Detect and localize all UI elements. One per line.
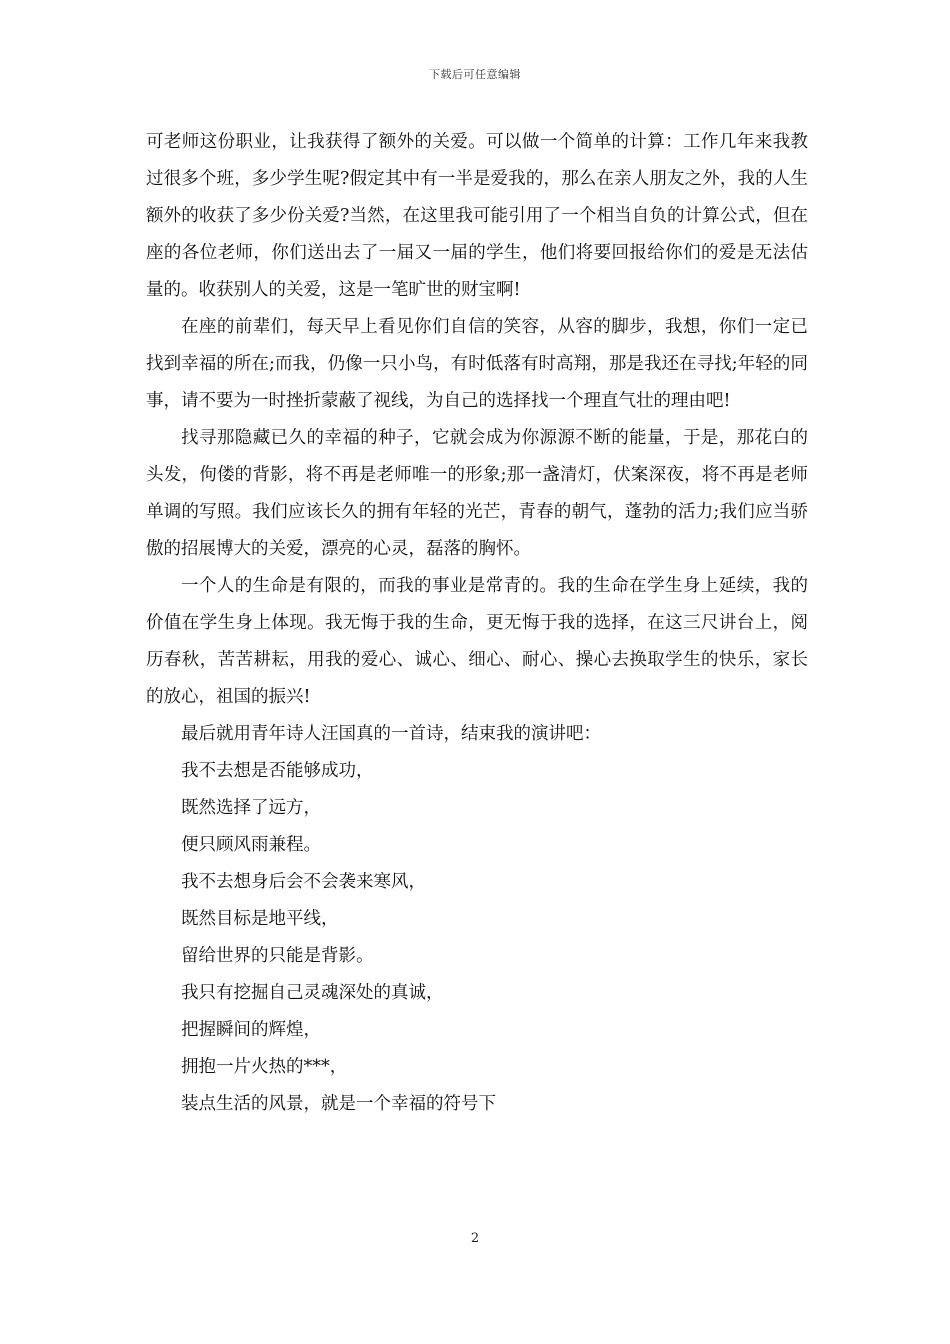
poem-line: 我不去想身后会不会袭来寒风， bbox=[181, 872, 426, 892]
poem-line: 装点生活的风景，就是一个幸福的符号下 bbox=[181, 1094, 496, 1114]
paragraph-4: 一个人的生命是有限的，而我的事业是常青的。我的生命在学生身上延续，我的价值在学生身上体现。我无悔于我的生命，更无悔于我的选择，在这三尺讲台上，阅历春秋，苦苦耕耘，用我的爱心、诚心、细心、耐心、操心去换取学生的快乐，家长的放心，祖国的振兴! bbox=[146, 576, 808, 707]
poem-line: 我不去想是否能够成功， bbox=[181, 761, 374, 781]
poem-line: 便只顾风雨兼程。 bbox=[181, 835, 321, 855]
paragraph-2: 在座的前辈们，每天早上看见你们自信的笑容，从容的脚步，我想，你们一定已找到幸福的所在;而我，仍像一只小鸟，有时低落有时高翔，那是我还在寻找;年轻的同事，请不要为一时挫折蒙蔽了视线，为自己的选择找一个理直气壮的理由吧! bbox=[146, 317, 808, 411]
poem bbox=[146, 753, 808, 1123]
paragraph-3: 找寻那隐藏已久的幸福的种子，它就会成为你源源不断的能量，于是，那花白的头发，佝偻的背影，将不再是老师唯一的形象;那一盏清灯，伏案深夜，将不再是老师单调的写照。我们应该长久的拥有年轻的光芒，青春的朝气，蓬勃的活力;我们应当骄傲的招展博大的关爱，漂亮的心灵，磊落的胸怀。 bbox=[146, 428, 808, 559]
poem-line: 我只有挖掘自己灵魂深处的真诚， bbox=[181, 983, 444, 1003]
poem-line: 既然目标是地平线， bbox=[181, 909, 339, 929]
paragraph-1: 可老师这份职业，让我获得了额外的关爱。可以做一个简单的计算：工作几年来我教过很多个班，多少学生呢?假定其中有一半是爱我的，那么在亲人朋友之外，我的人生额外的收获了多少份关爱?当然，在这里我可能引用了一个相当自负的计算公式，但在座的各位老师，你们送出去了一届又一届的学生，他们将要回报给你们的爱是无法估量的。收获别人的关爱，这是一笔旷世的财宝啊! bbox=[146, 132, 808, 300]
page-header: 下载后可任意编辑 bbox=[429, 68, 521, 81]
paragraph-5: 最后就用青年诗人汪国真的一首诗，结束我的演讲吧： bbox=[181, 724, 601, 744]
poem-line: 既然选择了远方， bbox=[181, 798, 321, 818]
poem-line: 拥抱一片火热的***， bbox=[181, 1057, 348, 1077]
poem-line: 留给世界的只能是背影。 bbox=[181, 946, 374, 966]
poem-line: 把握瞬间的辉煌， bbox=[181, 1020, 321, 1040]
document-body bbox=[146, 124, 808, 1123]
page-number: 2 bbox=[470, 1231, 480, 1246]
